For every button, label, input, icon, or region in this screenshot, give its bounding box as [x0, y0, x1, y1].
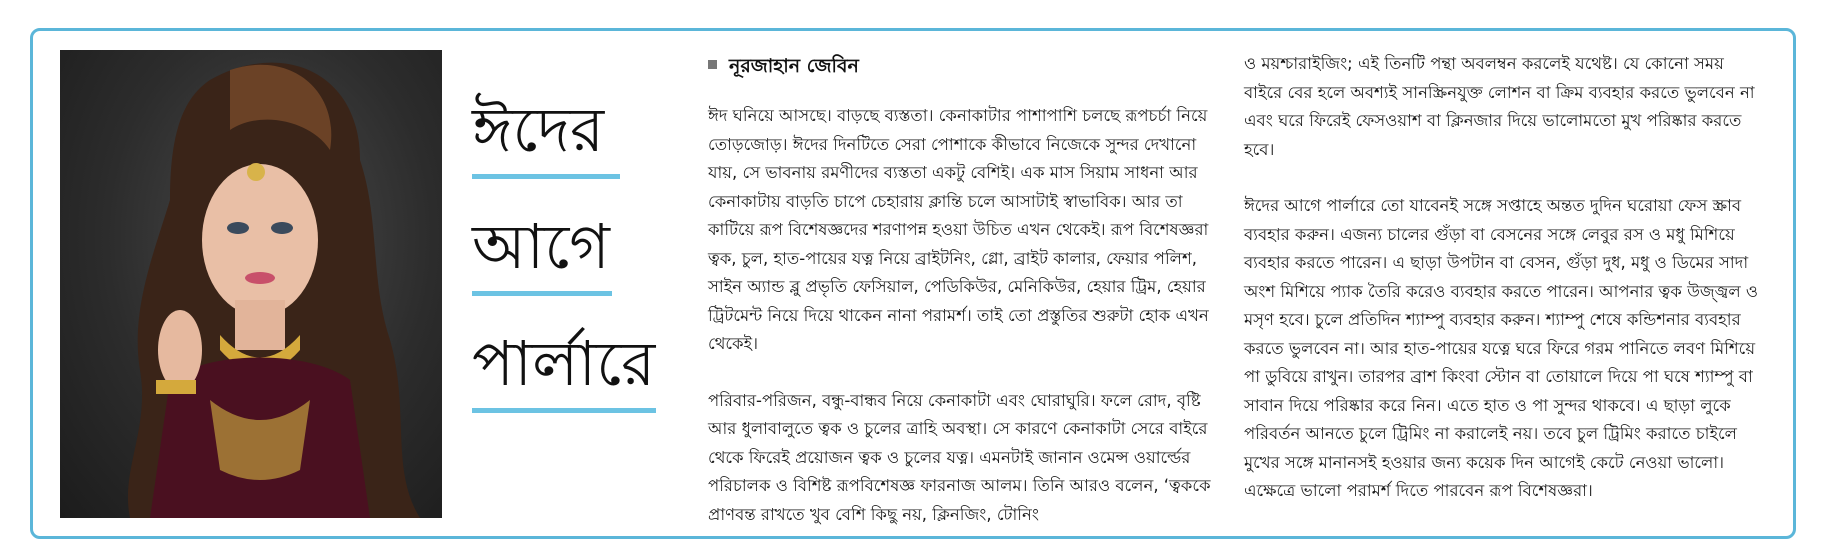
paragraph: ও ময়শ্চারাইজিং; এই তিনটি পন্থা অবলম্বন করলেই যথেষ্ট। যে কোনো সময় বাইরে বের হলে অবশ্যই সানস্ক্রিনযুক্ত লোশন বা ক্রিম ব্যবহার করতে ভুলবেন না এবং ঘরে ফিরেই ফেসওয়াশ বা ক্লিনজার দিয়ে ভালোমতো মুখ পরিষ্কার করতে হবে। — [1244, 54, 1755, 159]
headline-word-1: ঈদের — [472, 93, 605, 166]
byline-square-icon — [708, 60, 717, 69]
headline-rule-3 — [472, 408, 656, 413]
headline-word-3: পার্লারে — [472, 327, 656, 400]
byline-author: নূরজাহান জেবিন — [729, 55, 859, 77]
headline-rule-1 — [472, 174, 620, 179]
paragraph: ঈদের আগে পার্লারে তো যাবেনই সঙ্গে সপ্তাহে অন্তত দুদিন ঘরোয়া ফেস স্ক্রাব ব্যবহার করুন। এজন্য চালের গুঁড়া বা বেসনের সঙ্গে লেবুর রস ও মধু মিশিয়ে ব্যবহার করতে পারেন। এ ছাড়া উপটান বা বেসন, গুঁড়া দুধ, মধু ও ডিমের সাদা অংশ মিশিয়ে প্যাক তৈরি করেও ব্যবহার করতে পারেন। আপনার ত্বক উজ্জ্বল ও মসৃণ হবে। চুলে প্রতিদিন শ্যাম্পু ব্যবহার করুন। শ্যাম্পু শেষে কন্ডিশনার ব্যবহার করতে ভুলবেন না। আর হাত-পায়ের যত্নে ঘরে ফিরে গরম পানিতে লবণ মিশিয়ে পা ডুবিয়ে রাখুন। তারপর ব্রাশ কিংবা স্টোন বা তোয়ালে দিয়ে পা ঘষে শ্যাম্পু বা সাবান দিয়ে পরিষ্কার করে নিন। এতে হাত ও পা সুন্দর থাকবে। এ ছাড়া লুকে পরিবর্তন আনতে চুলে ট্রিমিং না করালেই নয়। তবে চুল ট্রিমিং করাতে চাইলে মুখের সঙ্গে মানানসই হওয়ার জন্য কয়েক দিন আগেই কেটে নেওয়া ভালো। এক্ষেত্রে ভালো পরামর্শ দিতে পারবেন রূপ বিশেষজ্ঞরা। — [1244, 196, 1759, 500]
paragraph: ঈদ ঘনিয়ে আসছে। বাড়ছে ব্যস্ততা। কেনাকাটার পাশাপাশি চলছে রূপচর্চা নিয়ে তোড়জোড়। ঈদের দিনটিতে সেরা পোশাকে কীভাবে নিজেকে সুন্দর দেখানো যায়, সে ভাবনায় রমণীদের ব্যস্ততা একটু বেশিই। এক মাস সিয়াম সাধনা আর কেনাকাটায় বাড়তি চাপে চেহারায় ক্লান্তি চলে আসাটাই স্বাভাবিক। আর তা কাটিয়ে রূপ বিশেষজ্ঞদের শরণাপন্ন হওয়া উচিত এখন থেকেই। রূপ বিশেষজ্ঞরা ত্বক, চুল, হাত-পায়ের যত্ন নিয়ে ব্রাইটনিং, গ্লো, ব্রাইট কালার, ফেয়ার পলিশ, সাইন অ্যান্ড ব্লু প্রভৃতি ফেসিয়াল, পেডিকিউর, মেনিকিউর, হেয়ার ট্রিম, হেয়ার ট্রিটমেন্ট নিয়ে দিয়ে থাকেন নানা পরামর্শ। তাই তো প্রস্তুতির শুরুটা হোক এখন থেকেই। — [708, 106, 1209, 353]
headline-word-2: আগে — [472, 210, 610, 283]
headline-rule-2 — [472, 291, 612, 296]
article-column-1 — [708, 50, 1226, 557]
model-photo — [60, 50, 442, 518]
headline — [472, 92, 672, 443]
model-illustration — [60, 50, 442, 518]
byline — [708, 50, 1226, 82]
article-column-2 — [1244, 50, 1764, 534]
paragraph: পরিবার-পরিজন, বন্ধু-বান্ধব নিয়ে কেনাকাটা এবং ঘোরাঘুরি। ফলে রোদ, বৃষ্টি আর ধুলাবালুতে ত্বক ও চুলের ত্রাহি অবস্থা। সে কারণে কেনাকাটা সেরে বাইরে থেকে ফিরেই প্রয়োজন ত্বক ও চুলের যত্ন। এমনটাই জানান ওমেন্স ওয়ার্ল্ডের পরিচালক ও বিশিষ্ট রূপবিশেষজ্ঞ ফারনাজ আলম। তিনি আরও বলেন, ‘ত্বককে প্রাণবন্ত রাখতে খুব বেশি কিছু নয়, ক্লিনজিং, টোনিং — [708, 390, 1211, 524]
